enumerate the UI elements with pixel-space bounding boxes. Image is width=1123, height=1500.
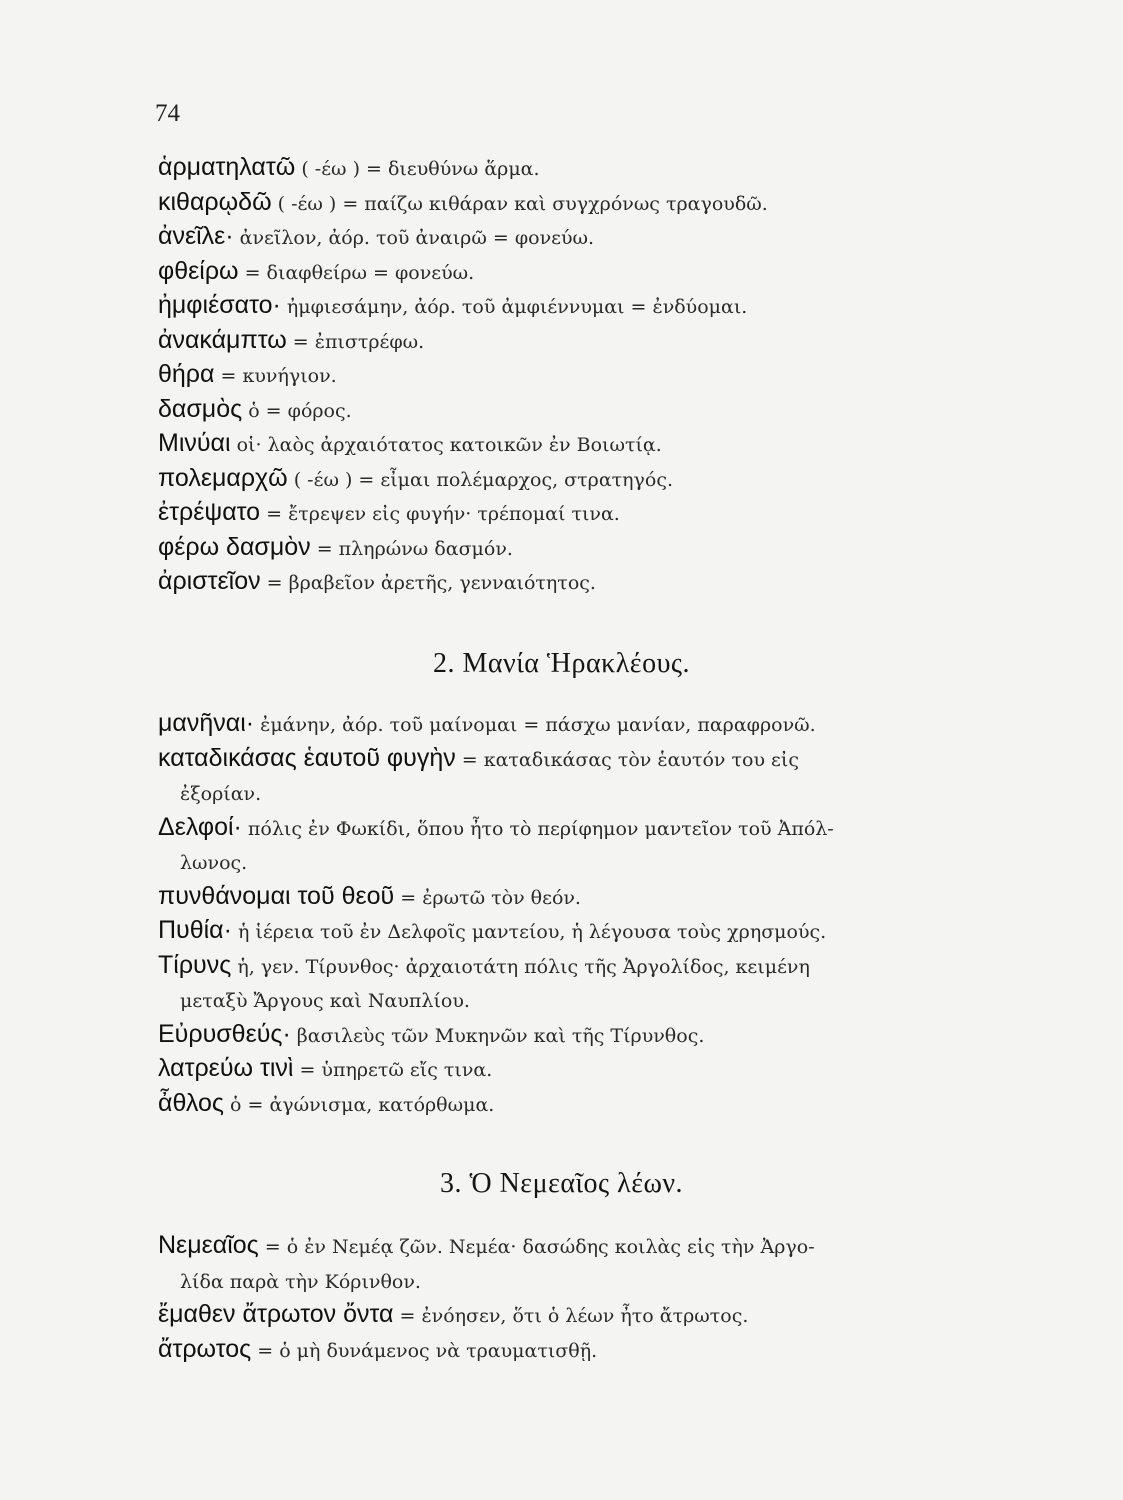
entry-term: ἔμαθεν ἄτρωτον ὄντα [158, 1300, 394, 1328]
entry-definition: = ἔτρεψεν εἰς φυγήν· τρέπομαί τινα. [260, 503, 620, 525]
glossary-entry [158, 879, 1018, 914]
entry-definition: = ἐνόησεν, ὅτι ὁ λέων ἦτο ἄτρωτος. [393, 1305, 749, 1327]
entry-definition: = ὁ μὴ δυνάμενος νὰ τραυματισθῇ. [251, 1339, 598, 1362]
entry-term: ἠμφιέσατο· [158, 291, 281, 319]
glossary-entry [158, 357, 1018, 392]
entry-term: δασμὸς [158, 394, 243, 423]
entry-term: λατρεύω τινὶ [158, 1054, 294, 1082]
glossary-entry [158, 948, 1018, 1017]
glossary-entry [158, 254, 1018, 289]
entry-term: Εὐρυσθεύς· [158, 1019, 291, 1048]
entry-term: μανῆναι· [158, 709, 255, 737]
entry-definition: = ὑπηρετῶ εἴς τινα. [293, 1059, 493, 1081]
entry-definition: ( -έω ) = εἶμαι πολέμαρχος, στρατηγός. [287, 468, 674, 491]
entry-definition: ( -έω ) = διευθύνω ἅρμα. [295, 158, 540, 180]
entry-term: φέρω δασμὸν [158, 532, 311, 561]
entry-term: πολεμαρχῶ [158, 463, 288, 492]
entry-term: Δελφοί· [158, 812, 242, 841]
entry-definition: = ἐρωτῶ τὸν θεόν. [394, 886, 581, 909]
entry-term: Πυθία· [158, 916, 232, 944]
entry-definition: = πληρώνω δασμόν. [310, 537, 513, 560]
glossary-section-2 [158, 706, 1018, 1120]
entry-definition: = καταδικάσας τὸν ἑαυτόν του εἰς [455, 748, 799, 771]
entry-term: ἀνεῖλε· [158, 222, 234, 250]
entry-definition: ( -έω ) = παίζω κιθάραν καὶ συγχρόνως τραγουδῶ. [271, 192, 768, 215]
entry-definition: = βραβεῖον ἀρετῆς, γενναιότητος. [260, 572, 596, 594]
glossary-section-3 [158, 1228, 1018, 1366]
glossary-entry [158, 495, 1018, 530]
glossary-entry [158, 564, 1018, 599]
entry-definition: = ἐπιστρέφω. [286, 330, 425, 353]
entry-term: ἀριστεῖον [158, 567, 261, 595]
entry-term: φθείρω [158, 256, 239, 285]
entry-term: κιθαρῳδῶ [158, 187, 272, 216]
entry-continuation: λωνος. [180, 852, 248, 874]
section-heading: 3. Ὁ Νεμεαῖος λέων. [439, 1168, 684, 1199]
entry-definition: ἡ, γεν. Τίρυνθος· ἀρχαιοτάτη πόλις τῆς Ἀργολίδος, κειμένη [231, 955, 810, 978]
entry-definition: = κυνήγιον. [214, 365, 337, 387]
section-heading: 2. Μανία Ἡρακλέους. [432, 648, 691, 679]
entry-definition: = διαφθείρω = φονεύω. [238, 261, 475, 284]
glossary-entry [158, 1228, 1018, 1297]
entry-term: ἁρματηλατῶ [158, 153, 296, 181]
entry-term: Νεμεαῖος [158, 1231, 259, 1259]
glossary-entry [158, 150, 1018, 185]
entry-definition: ἐμάνην, ἀόρ. τοῦ μαίνομαι = πάσχω μανίαν, παραφρονῶ. [254, 714, 816, 736]
glossary-entry [158, 426, 1018, 461]
glossary-entry [158, 706, 1018, 741]
entry-term: ἐτρέψατο [158, 498, 261, 526]
glossary-section-1 [158, 150, 1018, 599]
glossary-entry [158, 288, 1018, 323]
glossary-entry [158, 741, 1018, 810]
entry-term: Τίρυνς [158, 950, 232, 979]
glossary-entry [158, 219, 1018, 254]
glossary-entry [158, 530, 1018, 565]
entry-term: θήρα [158, 360, 215, 388]
glossary-entry [158, 461, 1018, 496]
entry-term: πυνθάνομαι τοῦ θεοῦ [158, 881, 395, 910]
glossary-entry [158, 1332, 1018, 1367]
entry-term: Μινύαι [158, 429, 231, 457]
glossary-entry [158, 810, 1018, 879]
glossary-entry [158, 1051, 1018, 1086]
entry-continuation: ἐξορίαν. [180, 783, 262, 805]
glossary-entry [158, 323, 1018, 358]
entry-definition: πόλις ἐν Φωκίδι, ὅπου ἦτο τὸ περίφημον μαντεῖον τοῦ Ἀπόλ- [241, 817, 834, 840]
entry-continuation: λίδα παρὰ τὴν Κόρινθον. [180, 1270, 421, 1293]
entry-term: ἄτρωτος [158, 1334, 252, 1363]
entry-definition: ὁ = ἀγώνισμα, κατόρθωμα. [223, 1093, 495, 1116]
glossary-entry [158, 1086, 1018, 1121]
entry-term: ἆθλος [158, 1088, 224, 1117]
entry-definition: ἠμφιεσάμην, ἀόρ. τοῦ ἀμφιέννυμαι = ἐνδύομαι. [280, 296, 748, 318]
entry-definition: ἀνεῖλον, ἀόρ. τοῦ ἀναιρῶ = φονεύω. [233, 227, 595, 249]
glossary-entry [158, 913, 1018, 948]
entry-definition: οἱ· λαὸς ἀρχαιότατος κατοικῶν ἐν Βοιωτίᾳ. [230, 434, 662, 456]
glossary-entry [158, 185, 1018, 220]
entry-definition: ἡ ἱέρεια τοῦ ἐν Δελφοῖς μαντείου, ἡ λέγουσα τοὺς χρησμούς. [231, 921, 827, 943]
entry-term: καταδικάσας ἑαυτοῦ φυγὴν [158, 743, 456, 772]
page-number: 74 [155, 100, 180, 127]
entry-term: ἀνακάμπτω [158, 325, 287, 354]
entry-definition: ὁ = φόρος. [242, 399, 352, 422]
entry-definition: βασιλεὺς τῶν Μυκηνῶν καὶ τῆς Τίρυνθος. [290, 1024, 705, 1047]
glossary-entry [158, 392, 1018, 427]
entry-continuation: μεταξὺ Ἄργους καὶ Ναυπλίου. [180, 990, 470, 1012]
entry-definition: = ὁ ἐν Νεμέᾳ ζῶν. Νεμέα· δασώδης κοιλὰς εἰς τὴν Ἀργο- [258, 1236, 815, 1258]
glossary-entry [158, 1297, 1018, 1332]
glossary-entry [158, 1017, 1018, 1052]
